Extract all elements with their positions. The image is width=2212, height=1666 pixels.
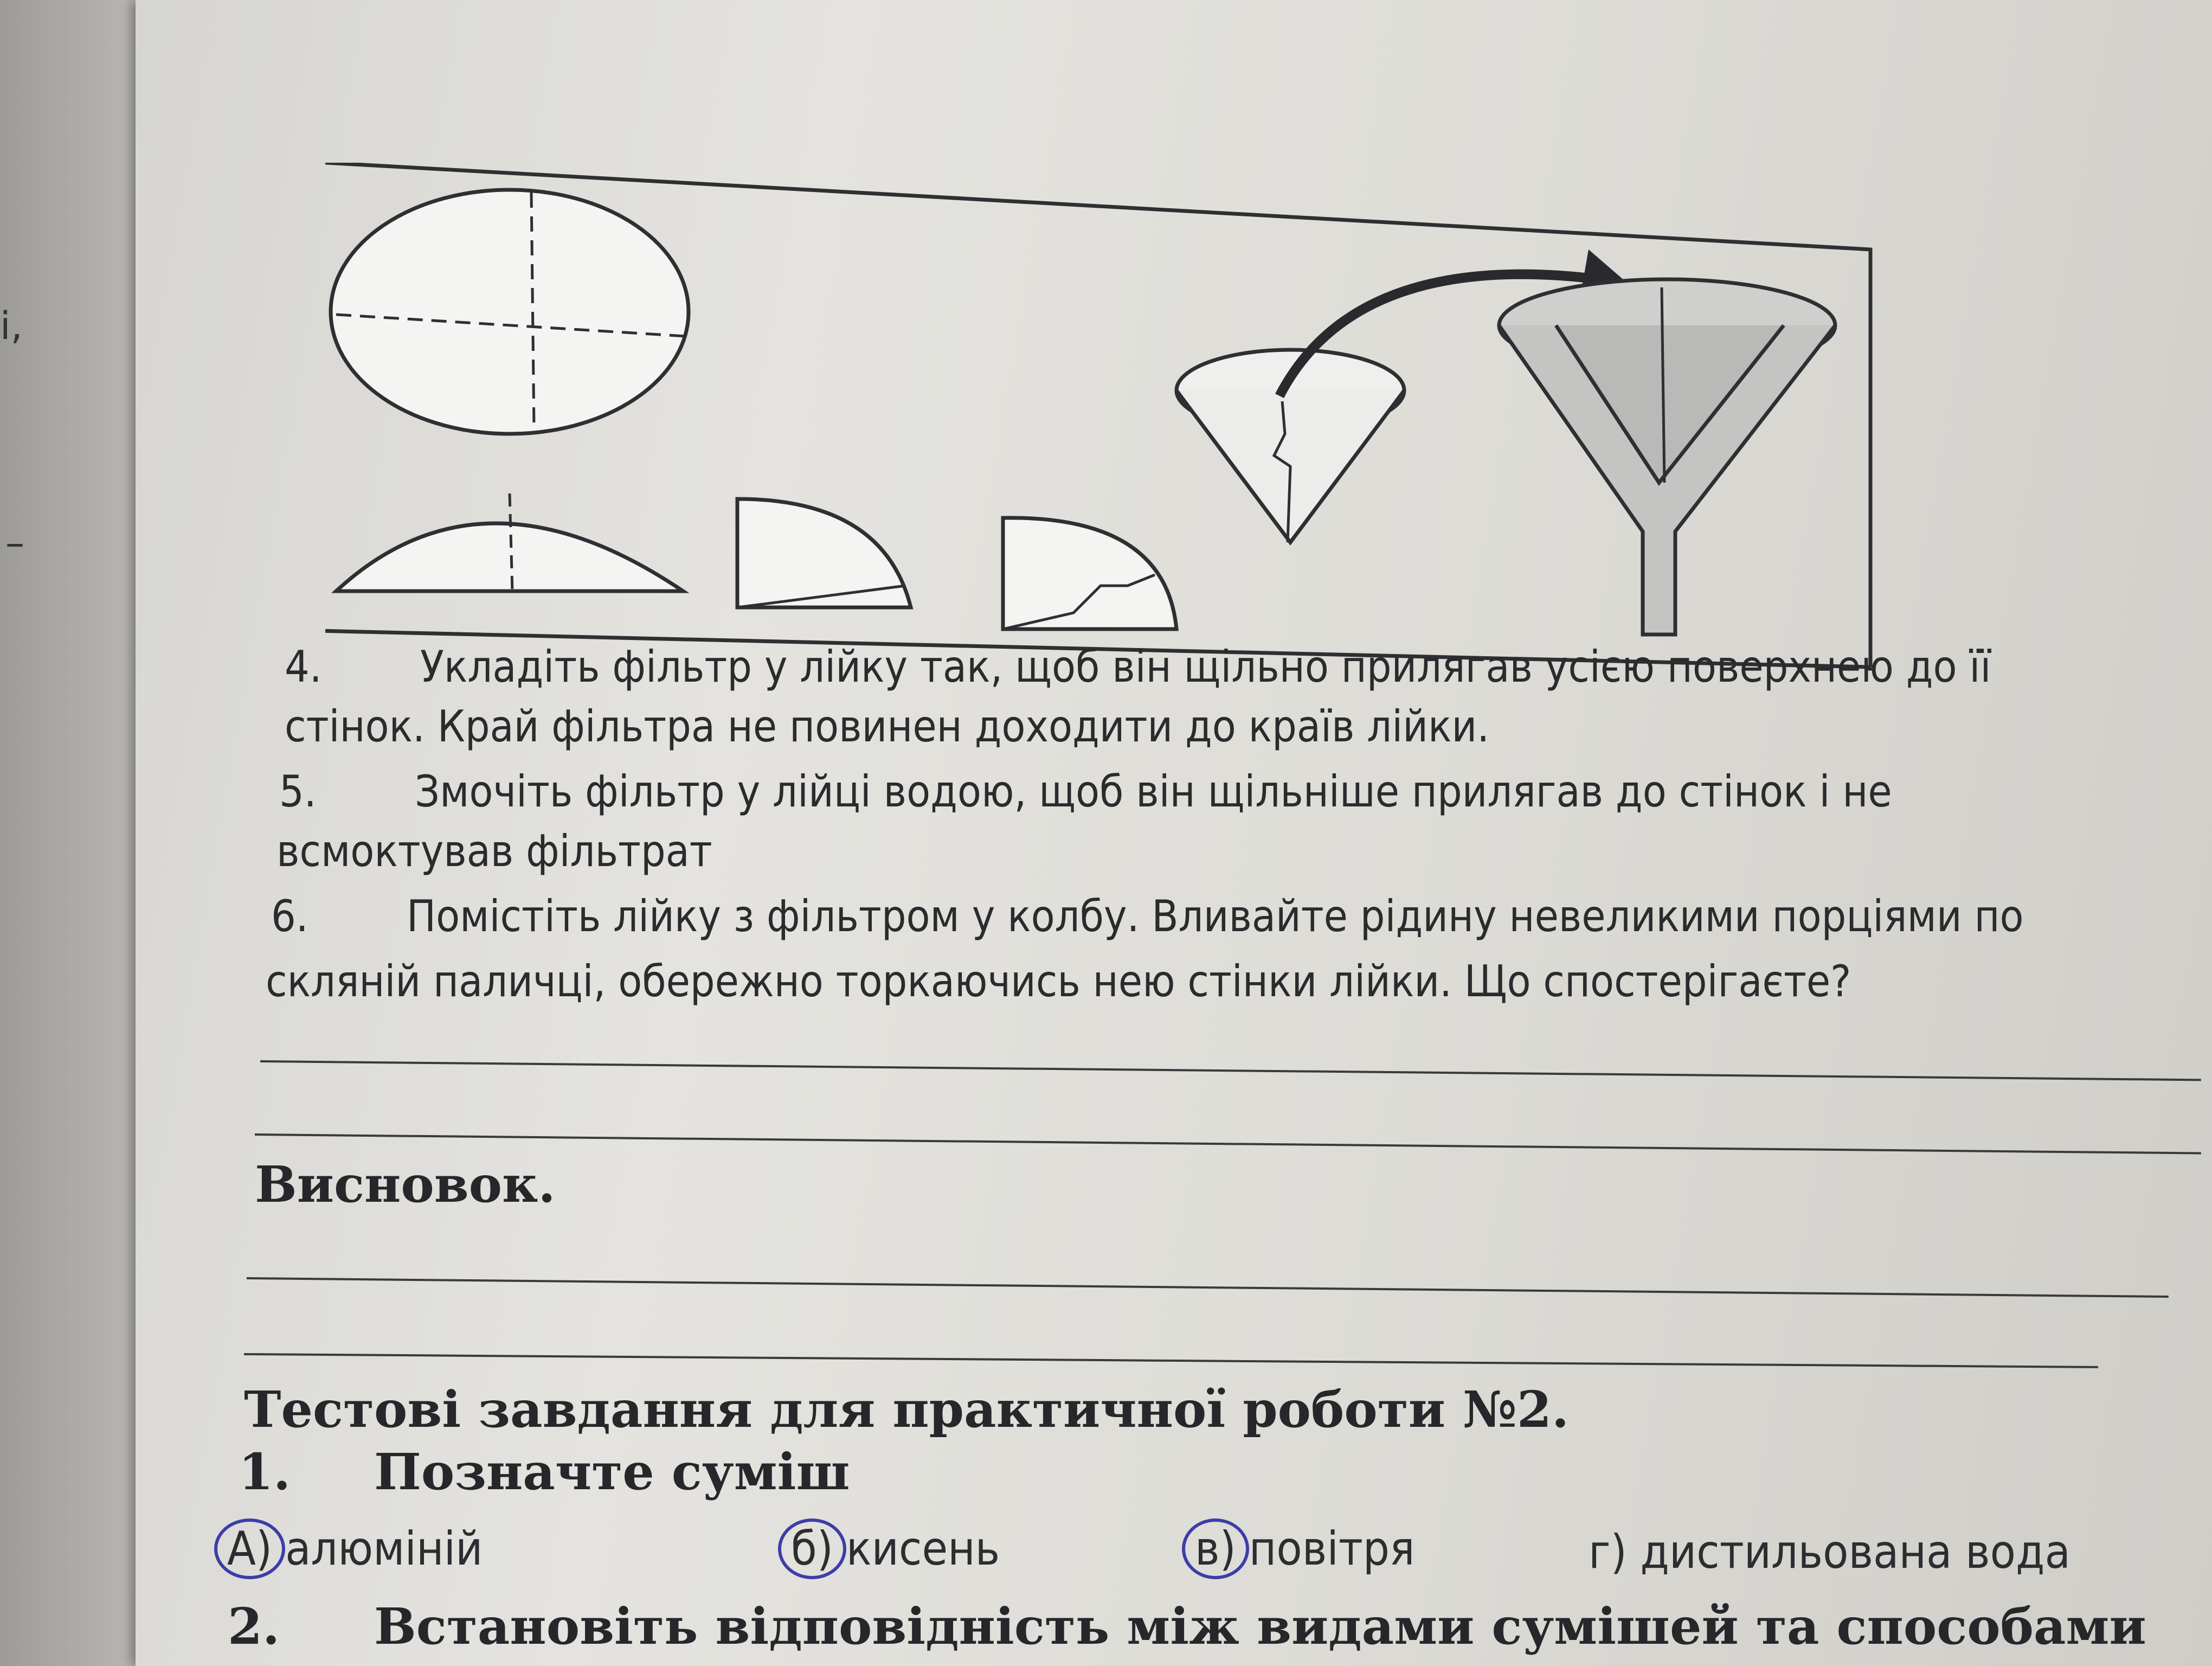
margin-dash: –	[5, 521, 24, 565]
margin-text: і,	[0, 304, 23, 348]
filter-half	[336, 523, 683, 591]
filter-folding-illustration	[325, 163, 1876, 672]
option-c[interactable]: в) повітря	[1182, 1518, 1415, 1579]
option-a[interactable]: А) алюміній	[214, 1518, 483, 1579]
step-5-line-2: всмоктував фільтрат	[276, 826, 712, 876]
filter-quarter	[737, 499, 911, 607]
question-1: 1. Позначте суміш	[239, 1443, 850, 1501]
test-heading: Тестові завдання для практичної роботи №2.	[244, 1380, 1570, 1439]
step-4-line-2: стінок. Край фільтра не повинен доходити до країв лійки.	[285, 701, 1490, 752]
step-4-line-1: 4. Укладіть фільтр у лійку так, щоб він щільно прилягав усією поверхнею до її	[285, 642, 1991, 692]
previous-page-edge	[0, 0, 136, 1666]
option-c-marker: в)	[1182, 1518, 1249, 1579]
option-d[interactable]: г) дистильована вода	[1589, 1525, 2070, 1579]
step-5-line-1: 5. Змочіть фільтр у лійці водою, щоб він щільніше прилягав до стінок і не	[279, 766, 1892, 817]
question-2: 2. Встановіть відповідність між видами сумішей та способами	[228, 1597, 2146, 1656]
option-b[interactable]: б) кисень	[778, 1518, 1000, 1579]
filter-quarter-open	[1003, 518, 1176, 629]
step-6-line-1: 6. Помістіть лійку з фільтром у колбу. Вливайте рідину невеликими порціями по	[271, 891, 2024, 941]
option-a-marker: А)	[214, 1518, 285, 1579]
step-6-line-2: скляній паличці, обережно торкаючись нею стінки лійки. Що спостерігаєте?	[266, 956, 1851, 1007]
option-d-marker: г)	[1589, 1525, 1627, 1579]
filter-circle	[331, 190, 689, 434]
conclusion-heading: Висновок.	[255, 1155, 556, 1214]
option-b-marker: б)	[778, 1518, 846, 1579]
